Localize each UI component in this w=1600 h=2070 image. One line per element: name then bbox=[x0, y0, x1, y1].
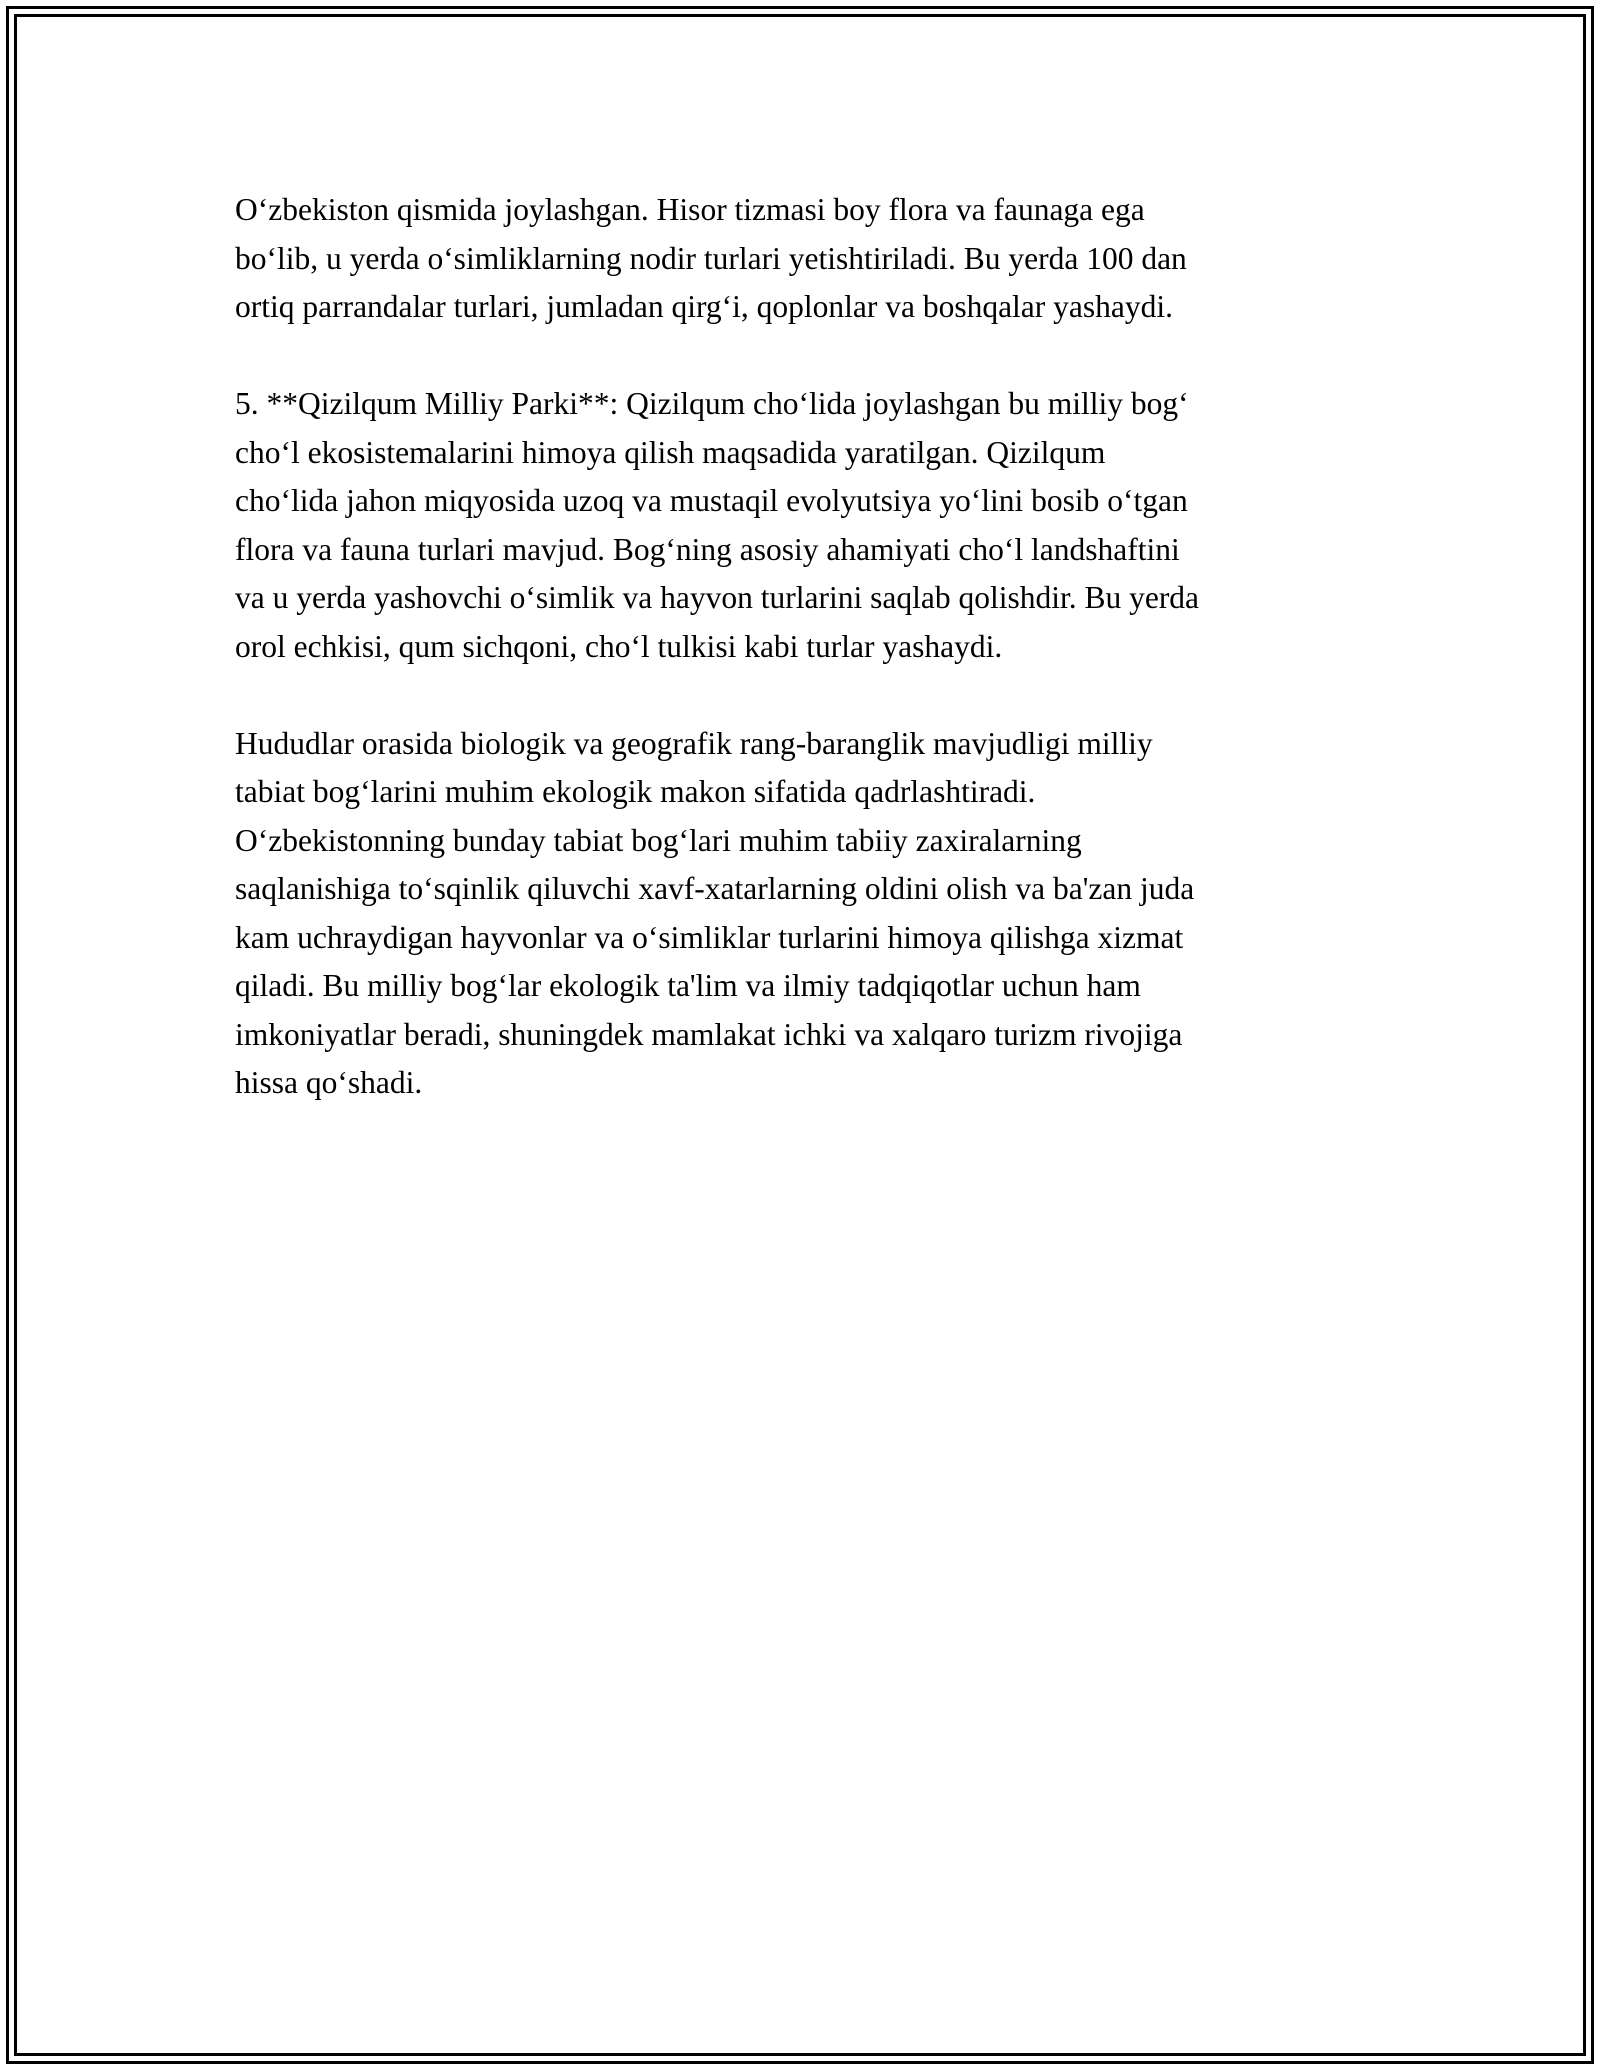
paragraph-qizilqum-park: 5. **Qizilqum Milliy Parki**: Qizilqum cho‘lida joylashgan bu milliy bog‘ cho‘l ekosistemalarini himoya qilish maqsadida yaratilgan. Qizilqum cho‘lida jahon miqyosida uzoq va mustaqil evolyutsiya yo‘lini bosib o‘tgan flora va fauna turlari mavjud. Bog‘ning asosiy ahamiyati cho‘l landshaftini va u yerda yashovchi o‘simlik va hayvon turlarini saqlab qolishdir. Bu yerda orol echkisi, qum sichqoni, cho‘l tulkisi kabi turlar yashaydi. bbox=[235, 386, 1200, 664]
paragraph-hisor-continuation: O‘zbekiston qismida joylashgan. Hisor tizmasi boy flora va faunaga ega bo‘lib, u yerda o‘simliklarning nodir turlari yetishtiriladi. Bu yerda 100 dan ortiq parrandalar turlari, jumladan qirg‘i, qoplonlar va boshqalar yashaydi. bbox=[235, 192, 1187, 324]
paragraph-conclusion: Hududlar orasida biologik va geografik rang-baranglik mavjudligi milliy tabiat bog‘larini muhim ekologik makon sifatida qadrlashtiradi. O‘zbekistonning bunday tabiat bog‘lari muhim tabiiy zaxiralarning saqlanishiga to‘sqinlik qiluvchi xavf-xatarlarning oldini olish va ba'zan juda kam uchraydigan hayvonlar va o‘simliklar turlarini himoya qilishga xizmat qiladi. Bu milliy bog‘lar ekologik ta'lim va ilmiy tadqiqotlar uchun ham imkoniyatlar beradi, shuningdek mamlakat ichki va xalqaro turizm rivojiga hissa qo‘shadi. bbox=[235, 725, 1195, 1100]
document-body bbox=[235, 186, 1370, 1156]
